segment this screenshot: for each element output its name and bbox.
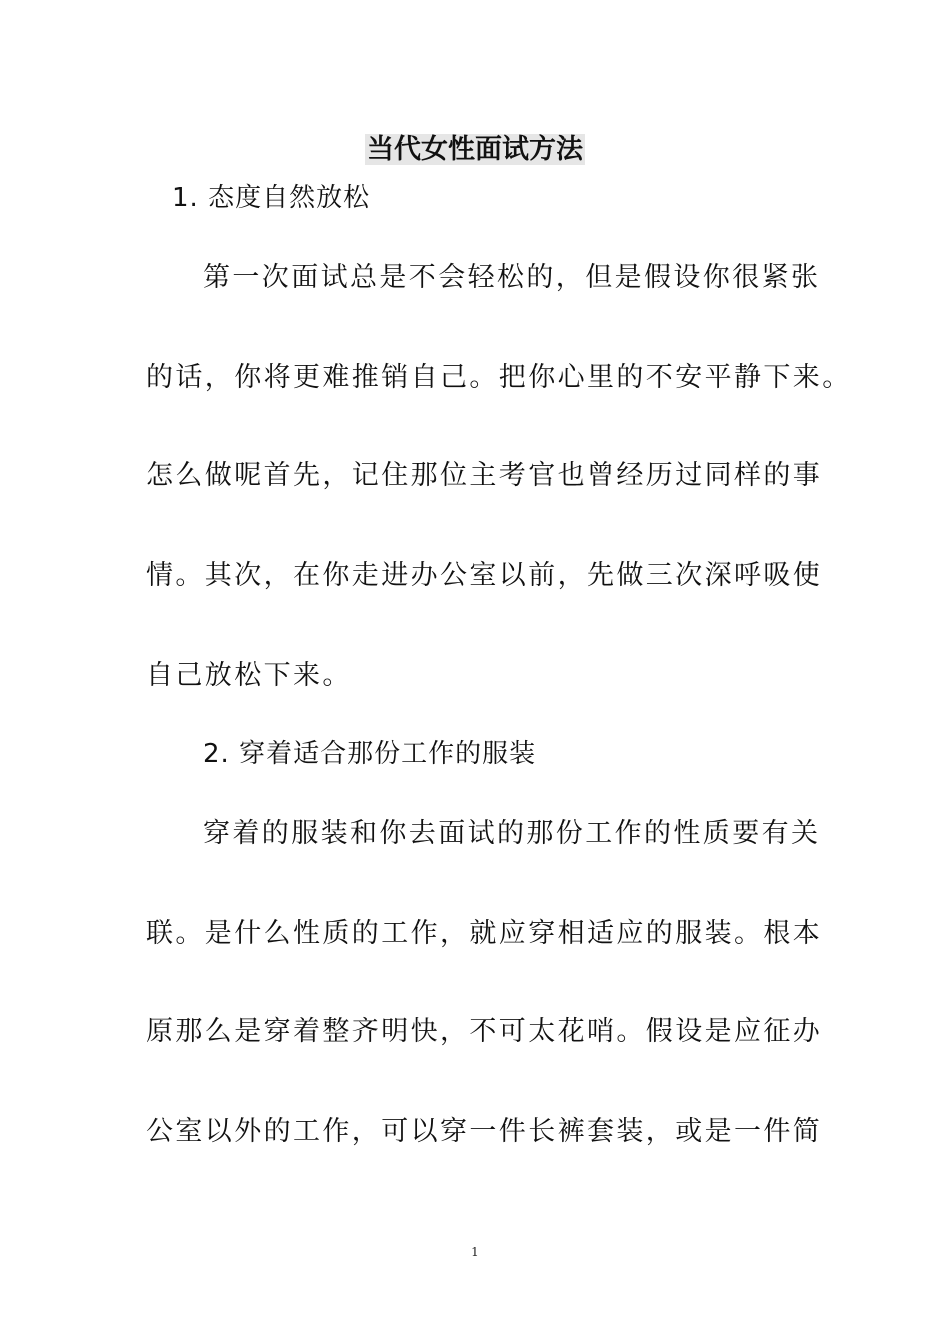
paragraph-1-line-3: 怎么做呢首先，记住那位主考官也曾经历过同样的事 xyxy=(146,460,823,491)
document-title xyxy=(0,130,950,170)
paragraph-2-line-4: 公室以外的工作，可以穿一件长裤套装，或是一件简 xyxy=(146,1116,823,1147)
paragraph-1-line-2: 的话，你将更难推销自己。把你心里的不安平静下来。 xyxy=(146,362,852,393)
paragraph-1-line-5: 自己放松下来。 xyxy=(146,660,352,691)
paragraph-1-line-1: 第一次面试总是不会轻松的，但是假设你很紧张 xyxy=(203,262,821,293)
document-title-text: 当代女性面试方法 xyxy=(367,134,583,165)
paragraph-2-line-1: 穿着的服装和你去面试的那份工作的性质要有关 xyxy=(203,818,821,849)
paragraph-2-line-2: 联。是什么性质的工作，就应穿相适应的服装。根本 xyxy=(146,918,823,949)
paragraph-1-line-4: 情。其次，在你走进办公室以前，先做三次深呼吸使 xyxy=(146,560,823,591)
page-number: 1 xyxy=(471,1245,479,1259)
section-heading-2: 2. 穿着适合那份工作的服装 xyxy=(203,739,537,769)
paragraph-2-line-3: 原那么是穿着整齐明快，不可太花哨。假设是应征办 xyxy=(146,1016,823,1047)
section-heading-1: 1. 态度自然放松 xyxy=(172,183,371,213)
